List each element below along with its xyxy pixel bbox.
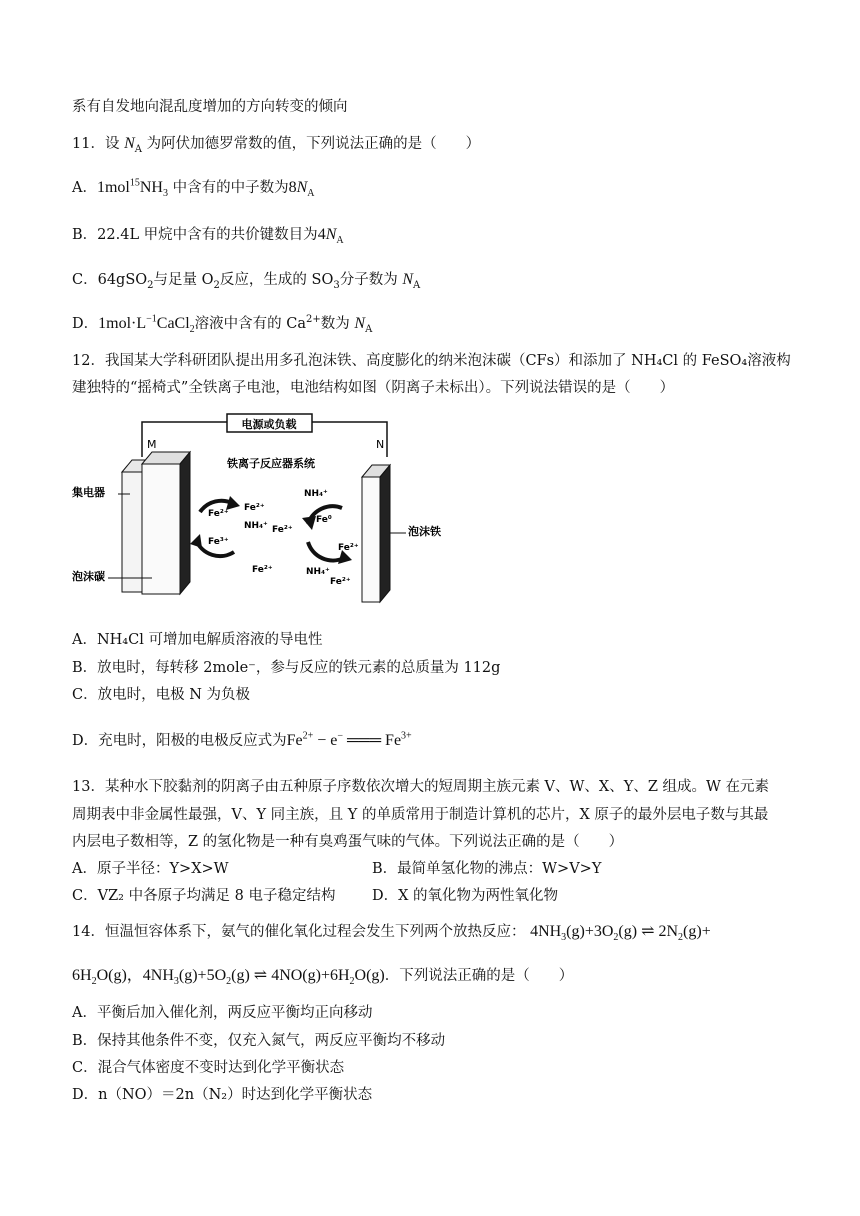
foam-iron-label: 泡沫铁 xyxy=(408,525,441,538)
power-load-label: 电源或负载 xyxy=(241,418,297,431)
q12-option-d: D．充电时，阳极的电极反应式为$Fe^{2+} - e^-$ ═══ $Fe^{3+}$ xyxy=(72,730,412,749)
q14-option-b: B．保持其他条件不变，仅充入氮气，两反应平衡均不移动 xyxy=(72,1033,446,1049)
q13-stem-line2: 周期表中非金属性最强，V、Y 同主族，且 Y 的单质常用于制造计算机的芯片，X 原子的最外层电子数与其最 xyxy=(72,807,769,823)
q12-option-a: A．NH₄Cl 可增加电解质溶液的导电性 xyxy=(72,632,323,648)
ion-label: Fe²⁺ xyxy=(252,565,273,575)
q14-stem-line1: 14．恒温恒容体系下，氨气的催化氧化过程会发生下列两个放热反应： $4NH_3(g)+3O_2(g)$ ⇌ $2N_2(g)+$ xyxy=(72,923,711,944)
q13-stem-line1: 13．某种水下胶黏剂的阴离子由五种原子序数依次增大的短周期主族元素 V、W、X、Y、Z 组成。W 在元素 xyxy=(72,779,770,795)
q11-option-d: D．$1mol\cdot L^{-1}CaCl_2$溶液中含有的 $Ca^{2+}$数为 $N_A$ xyxy=(72,313,373,336)
q13-option-a: A．原子半径：Y>X>W xyxy=(72,861,229,877)
ion-label: Fe²⁺ xyxy=(208,509,229,519)
q12-option-b: B．放电时，每转移 2mole⁻，参与反应的铁元素的总质量为 112g xyxy=(72,660,501,676)
ion-label: NH₄⁺ xyxy=(244,521,268,531)
q13-stem-line3: 内层电子数相等，Z 的氢化物是一种有臭鸡蛋气味的气体。下列说法正确的是（ ） xyxy=(72,834,624,850)
q13-option-c: C．VZ₂ 中各原子均满足 8 电子稳定结构 xyxy=(72,888,336,904)
q11-option-b: B．22.4L 甲烷中含有的共价键数目为$4N_A$ xyxy=(72,226,344,247)
ion-label: Fe²⁺ xyxy=(272,525,293,535)
electrode-m-label: M xyxy=(147,438,157,451)
foam-iron-plate xyxy=(362,477,380,602)
ion-label: Fe²⁺ xyxy=(244,503,265,513)
ion-label: Fe²⁺ xyxy=(330,577,351,587)
q12-option-c: C．放电时，电极 N 为负极 xyxy=(72,687,250,703)
ion-label: NH₄⁺ xyxy=(306,567,330,577)
ion-label: Fe³⁺ xyxy=(208,537,229,547)
ion-label: Fe²⁺ xyxy=(338,543,359,553)
q14-option-c: C．混合气体密度不变时达到化学平衡状态 xyxy=(72,1060,345,1076)
q12-stem-line1: 12．我国某大学科研团队提出用多孔泡沫铁、高度膨化的纳米泡沫碳（CFs）和添加了 NH₄Cl 的 FeSO₄溶液构 xyxy=(72,353,791,369)
collector-label: 集电器 xyxy=(72,486,105,499)
q13-option-d: D．X 的氧化物为两性氧化物 xyxy=(372,888,559,904)
electrode-n-label: N xyxy=(376,438,385,451)
system-label: 铁离子反应器系统 xyxy=(227,457,315,470)
ion-label: Fe⁰ xyxy=(316,515,332,525)
line-top: 系有自发地向混乱度增加的方向转变的倾向 xyxy=(72,99,348,115)
q14-stem-line2: $6H_2O(g)$，$4NH_3(g)+5O_2(g)$ ⇌ $4NO(g)+6H_2O(g)$．下列说法正确的是（ ） xyxy=(72,967,574,988)
q11-option-c: C．64gSO$_2$与足量 $O_2$反应，生成的 $SO_3$分子数为 $N_A$ xyxy=(72,271,421,291)
battery-diagram xyxy=(72,412,542,612)
q14-option-a: A．平衡后加入催化剂，两反应平衡均正向移动 xyxy=(72,1005,373,1021)
collector-plate xyxy=(122,472,144,592)
ion-label: NH₄⁺ xyxy=(304,489,328,499)
q14-option-d: D．n（NO）＝2n（N₂）时达到化学平衡状态 xyxy=(72,1087,373,1103)
foam-carbon-label: 泡沫碳 xyxy=(72,570,105,583)
foam-carbon-plate xyxy=(142,464,180,594)
q11-option-a: A．$1mol^{15}NH_3$ 中含有的中子数为$8N_A$ xyxy=(72,177,315,200)
q13-option-b: B．最简单氢化物的沸点：W>V>Y xyxy=(372,861,602,877)
q12-stem-line2: 建独特的“摇椅式”全铁离子电池，电池结构如图（阴离子未标出）。下列说法错误的是（ ） xyxy=(72,380,675,396)
q11-stem: 11．设 $N_A$ 为阿伏加德罗常数的值，下列说法正确的是（ ） xyxy=(72,135,481,155)
